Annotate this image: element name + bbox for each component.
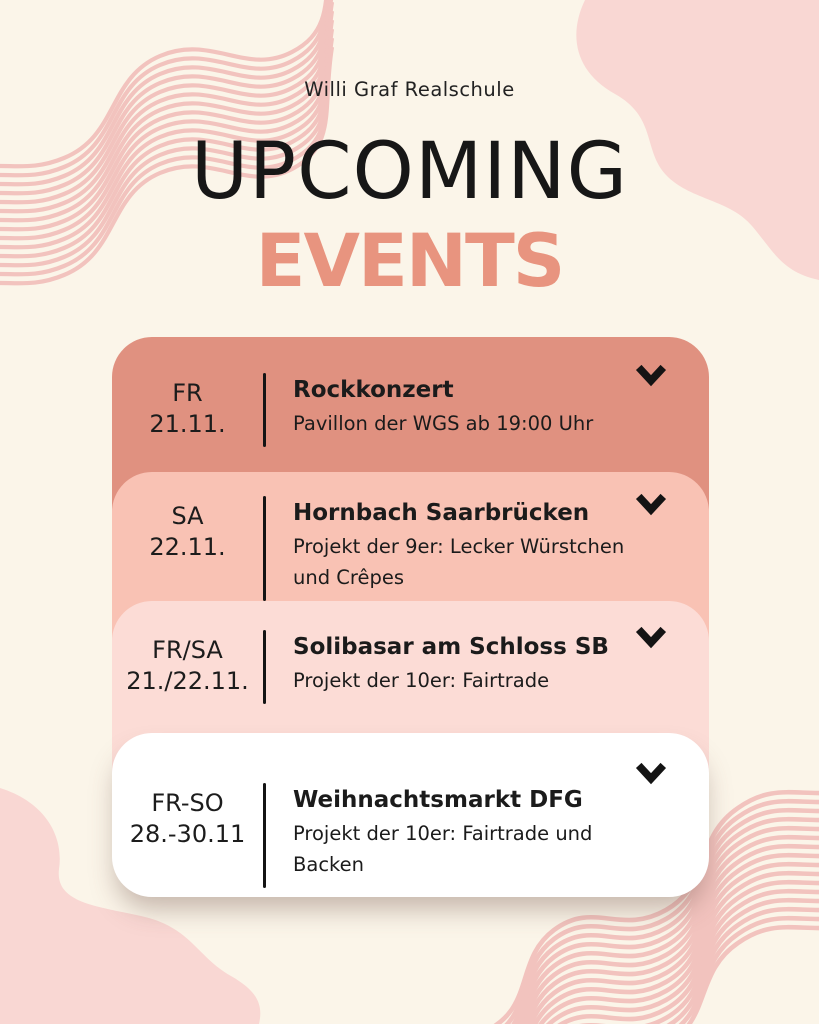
- event-date-number: 21./22.11.: [126, 666, 249, 695]
- divider: [263, 630, 266, 704]
- page-title: UPCOMING: [190, 127, 629, 217]
- header: [0, 78, 819, 304]
- school-name: Willi Graf Realschule: [304, 78, 515, 101]
- page-title-accent: EVENTS: [255, 219, 564, 304]
- event-day: SA: [171, 502, 204, 530]
- event-description: Projekt der 10er: Fairtrade und Backen: [293, 822, 593, 877]
- event-title: Hornbach Saarbrücken: [293, 500, 590, 526]
- event-day: FR/SA: [152, 636, 223, 664]
- chevron-down-icon[interactable]: [634, 625, 668, 649]
- event-date: [112, 787, 263, 880]
- event-title: Solibasar am Schloss SB: [293, 634, 609, 660]
- event-date: [112, 377, 263, 439]
- divider: [263, 496, 266, 601]
- event-date: [112, 500, 263, 593]
- event-title: Weihnachtsmarkt DFG: [293, 787, 583, 813]
- event-date-number: 28.-30.11: [129, 819, 246, 848]
- event-description: Projekt der 10er: Fairtrade: [293, 669, 550, 692]
- event-description: Projekt der 9er: Lecker Würstchen und Crêpes: [293, 535, 625, 590]
- event-date: [112, 634, 263, 696]
- chevron-down-icon[interactable]: [634, 492, 668, 516]
- event-day: FR-SO: [151, 789, 224, 817]
- divider: [263, 783, 266, 888]
- event-date-number: 21.11.: [149, 409, 226, 438]
- chevron-down-icon[interactable]: [634, 363, 668, 387]
- event-card-weihnachtsmarkt[interactable]: [112, 733, 709, 897]
- event-title: Rockkonzert: [293, 377, 454, 403]
- event-date-number: 22.11.: [149, 532, 226, 561]
- event-description: Pavillon der WGS ab 19:00 Uhr: [293, 412, 594, 435]
- chevron-down-icon[interactable]: [634, 761, 668, 785]
- divider: [263, 373, 266, 447]
- event-day: FR: [172, 379, 203, 407]
